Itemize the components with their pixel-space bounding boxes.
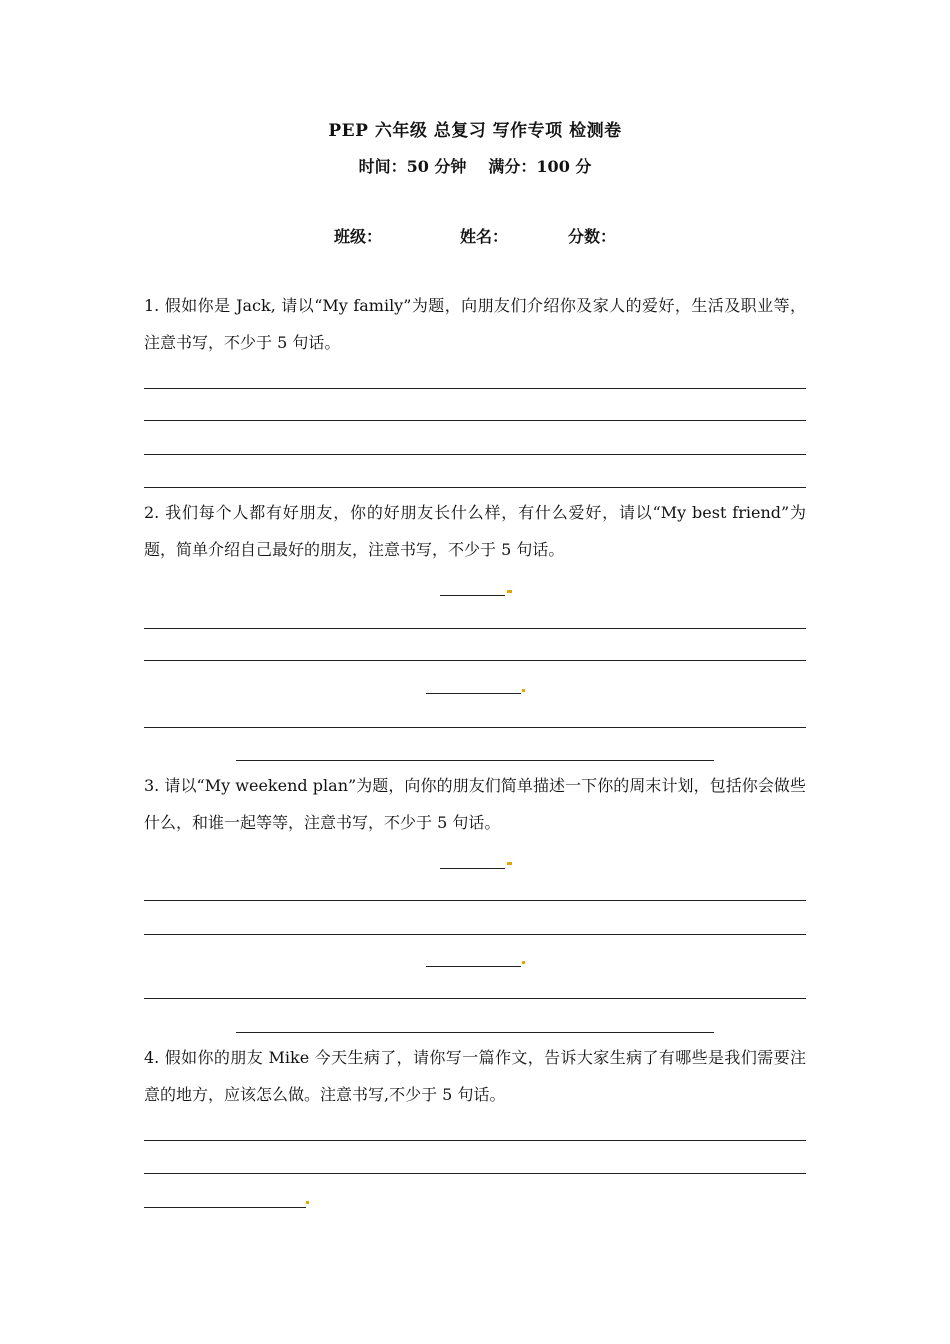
answer-line-short[interactable] [440, 595, 505, 596]
answer-line[interactable] [144, 454, 806, 455]
answer-line[interactable] [236, 760, 714, 761]
answer-line[interactable] [144, 900, 806, 901]
answer-line[interactable] [144, 420, 806, 421]
edit-mark [507, 862, 512, 865]
answer-line[interactable] [144, 1173, 806, 1174]
answer-line[interactable] [144, 660, 806, 661]
answer-line[interactable] [144, 998, 806, 999]
question-2-prompt: 2. 我们每个人都有好朋友，你的好朋友长什么样，有什么爱好，请以“My best friend”为题，简单介绍自己最好的朋友，注意书写，不少于 5 句话。 [144, 503, 806, 559]
time-limit: 时间：50 分钟 [358, 157, 467, 176]
answer-line-short[interactable] [144, 1207, 306, 1208]
worksheet-title: PEP 六年级 总复习 写作专项 检测卷 [328, 121, 622, 141]
question-3-prompt: 3. 请以“My weekend plan”为题，向你的朋友们简单描述一下你的周末计划，包括你会做些什么，和谁一起等等，注意书写，不少于 5 句话。 [144, 776, 806, 832]
answer-line[interactable] [144, 388, 806, 389]
student-info-row [0, 224, 950, 247]
exam-meta [0, 154, 950, 177]
score-label: 分数： [568, 227, 617, 246]
full-score: 满分：100 分 [488, 157, 592, 176]
edit-mark [306, 1201, 309, 1204]
edit-mark [522, 961, 525, 964]
answer-line[interactable] [144, 1140, 806, 1141]
answer-line-short[interactable] [426, 966, 521, 967]
answer-line[interactable] [144, 487, 806, 488]
answer-line[interactable] [144, 934, 806, 935]
answer-line-short[interactable] [426, 693, 521, 694]
answer-line[interactable] [144, 727, 806, 728]
answer-line-short[interactable] [440, 868, 505, 869]
name-label: 姓名： [459, 227, 508, 246]
answer-line[interactable] [236, 1032, 714, 1033]
question-4-prompt: 4. 假如你的朋友 Mike 今天生病了，请你写一篇作文，告诉大家生病了有哪些是我们需要注意的地方，应该怎么做。注意书写,不少于 5 句话。 [144, 1048, 806, 1104]
edit-mark [522, 689, 525, 692]
edit-mark [507, 590, 512, 593]
answer-line[interactable] [144, 628, 806, 629]
question-1-prompt: 1. 假如你是 Jack, 请以“My family”为题，向朋友们介绍你及家人的爱好，生活及职业等，注意书写，不少于 5 句话。 [144, 296, 806, 352]
class-label: 班级： [333, 227, 382, 246]
